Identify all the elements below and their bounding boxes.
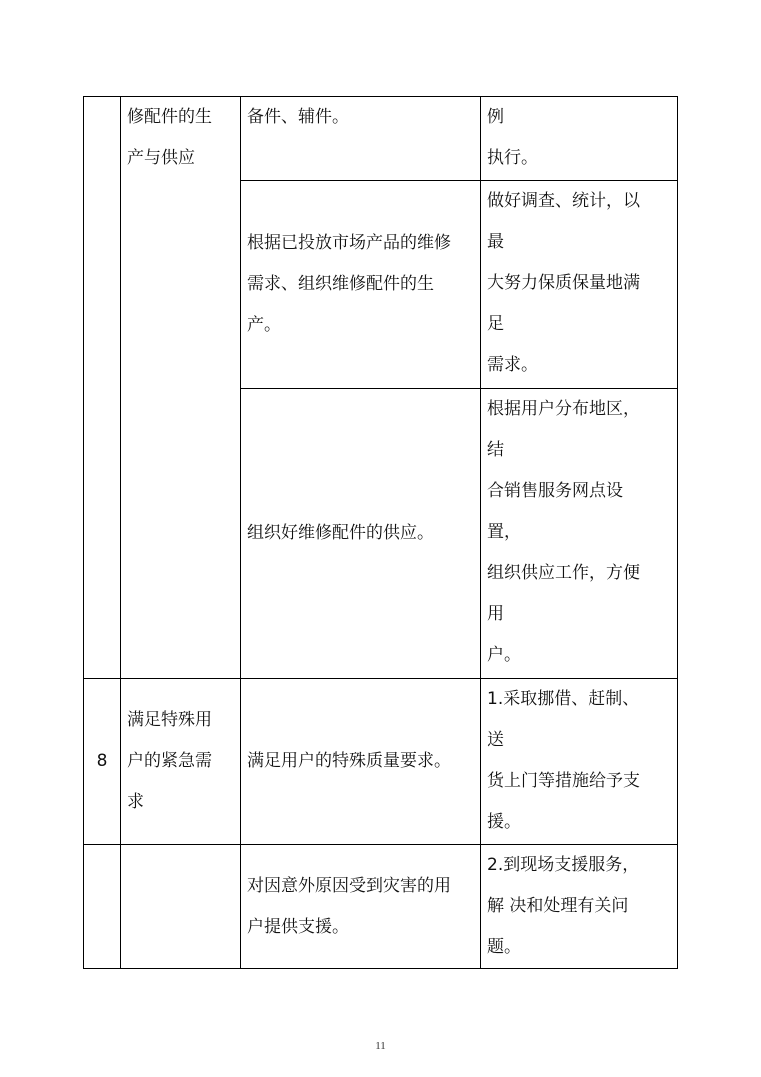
page-number: 11: [375, 1040, 386, 1052]
table-row: [84, 679, 678, 845]
measure-text: 援。: [487, 812, 521, 832]
measure-cell: [481, 389, 678, 679]
item-text: 求: [127, 792, 144, 812]
table-row: [84, 97, 678, 181]
measure-text: 最: [487, 232, 504, 252]
item-text: 满足特殊用: [127, 710, 212, 730]
measure-text: 例: [487, 107, 504, 127]
description-cell: [241, 679, 481, 845]
measure-text: 足: [487, 314, 504, 334]
measure-cell: [481, 845, 678, 969]
description-cell: [241, 181, 481, 389]
row-number: 8: [96, 751, 108, 771]
measure-text: 解 决和处理有关问: [487, 896, 629, 916]
measure-text: 组织供应工作，方便: [487, 563, 640, 583]
description-cell: [241, 845, 481, 969]
description-text: 对因意外原因受到灾害的用: [247, 875, 451, 896]
item-text: 户的紧急需: [127, 751, 212, 771]
measure-text: 做好调查、统计，以: [487, 191, 640, 211]
item-cell: [121, 679, 241, 845]
description-cell: [241, 97, 481, 181]
description-text: 根据已投放市场产品的维修: [247, 233, 451, 253]
measure-text: 送: [487, 730, 504, 750]
measure-cell: [481, 97, 678, 181]
measure-text: 执行。: [487, 148, 538, 168]
item-cell: [121, 845, 241, 969]
measure-text: 1.采取挪借、赶制、: [487, 689, 640, 709]
item-cell: [121, 97, 241, 679]
description-text: 满足用户的特殊质量要求。: [247, 751, 451, 771]
description-cell: [241, 389, 481, 679]
item-text: 产与供应: [127, 148, 195, 168]
row-number-cell: [84, 845, 121, 969]
service-table: [83, 96, 678, 969]
description-text: 备件、辅件。: [247, 107, 349, 127]
measure-text: 需求。: [487, 355, 538, 375]
measure-text: 大努力保质保量地满: [487, 273, 640, 293]
item-text: 修配件的生: [127, 107, 212, 127]
description-text: 组织好维修配件的供应。: [247, 523, 434, 543]
measure-cell: [481, 181, 678, 389]
measure-text: 结: [487, 440, 504, 460]
measure-cell: [481, 679, 678, 845]
measure-text: 户。: [487, 645, 521, 665]
measure-text: 题。: [487, 937, 521, 957]
measure-text: 置，: [487, 522, 521, 542]
description-text: 需求、组织维修配件的生: [247, 274, 434, 294]
description-text: 产。: [247, 315, 281, 335]
measure-text: 根据用户分布地区，: [487, 399, 640, 419]
row-number-cell: [84, 97, 121, 679]
measure-text: 2.到现场支援服务，: [487, 855, 640, 875]
row-number-cell: [84, 679, 121, 845]
table-row: [84, 845, 678, 969]
measure-text: 用: [487, 604, 504, 624]
description-text: 户提供支援。: [247, 916, 349, 937]
measure-text: 合销售服务网点设: [487, 481, 623, 501]
measure-text: 货上门等措施给予支: [487, 771, 640, 791]
